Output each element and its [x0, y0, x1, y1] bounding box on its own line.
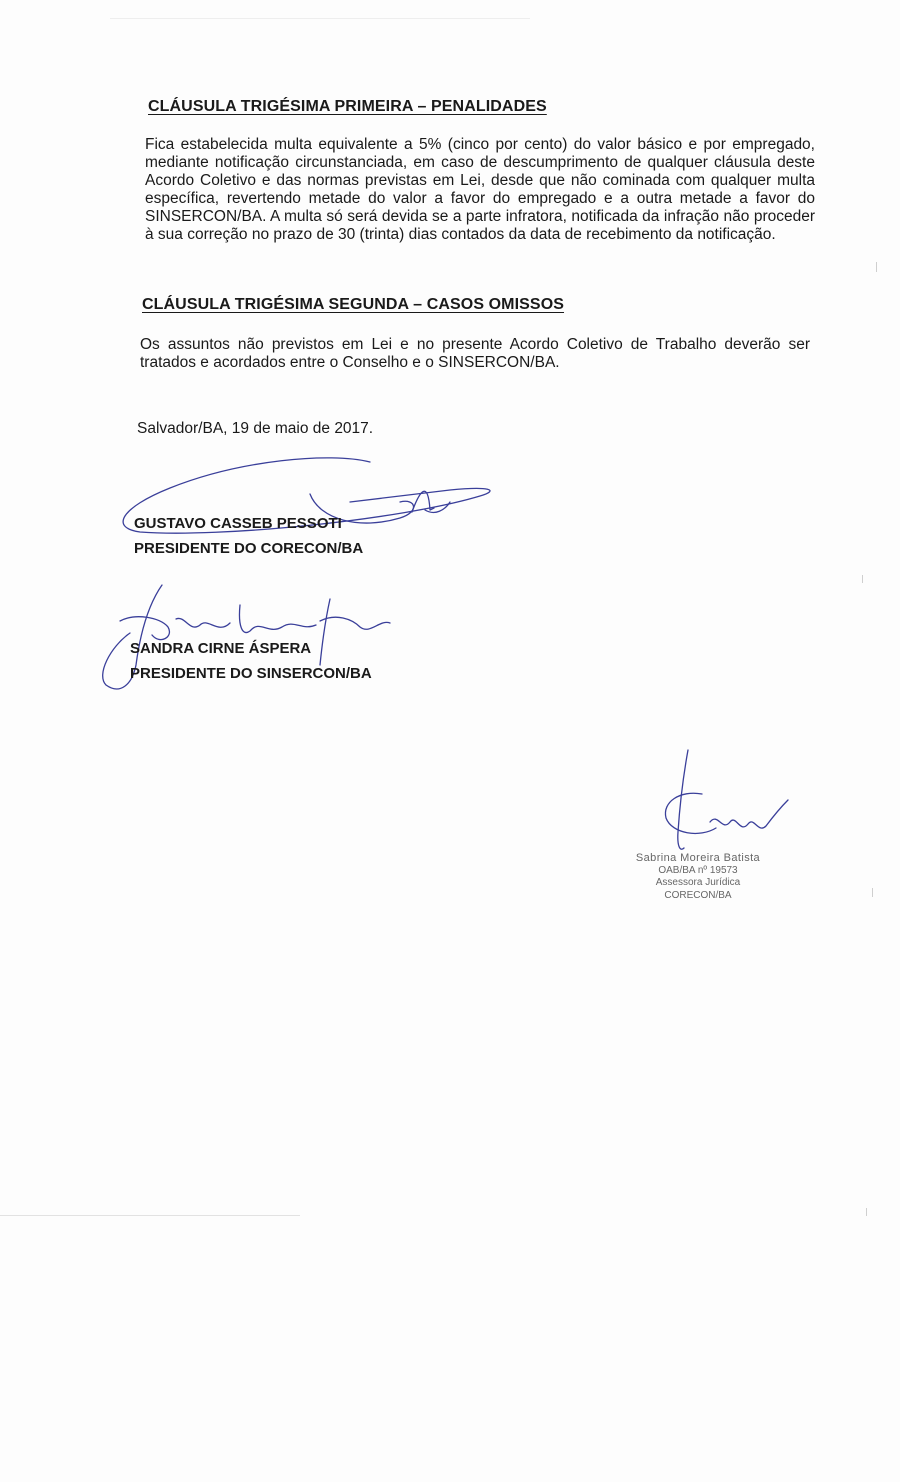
- signature-sabrina-icon: [640, 742, 790, 862]
- place-date: Salvador/BA, 19 de maio de 2017.: [137, 420, 374, 437]
- stamp-registration: OAB/BA nº 19573: [658, 864, 738, 876]
- clause-32-body: Os assuntos não previstos em Lei e no presente Acordo Coletivo de Trabalho deverão ser tratados e acordados entre o Conselho e o SINSERCON/BA.: [140, 336, 810, 371]
- stamp-title: Assessora Jurídica: [655, 877, 741, 888]
- scan-artifact-bottom: [0, 1215, 300, 1216]
- scan-artifact-right-4: [866, 1208, 867, 1216]
- scan-artifact-right-3: [872, 888, 873, 897]
- clause-31-heading: CLÁUSULA TRIGÉSIMA PRIMEIRA – PENALIDADES: [148, 98, 547, 115]
- stamp: [608, 852, 788, 902]
- stamp-organization: CORECON/BA: [664, 889, 732, 901]
- stamp-name: Sabrina Moreira Batista: [635, 852, 761, 864]
- signatory-1-name: GUSTAVO CASSEB PESSOTI: [134, 515, 342, 532]
- signatory-2-role: PRESIDENTE DO SINSERCON/BA: [130, 665, 372, 682]
- scan-artifact-top: [110, 18, 530, 19]
- clause-31-body: Fica estabelecida multa equivalente a 5% (cinco por cento) do valor básico e por empregado, mediante notificação circunstanciada, em caso de descumprimento de qualquer cláusula deste Acordo Coletivo e das normas previstas em Lei, desde que não cominada com qualquer multa específica, revertendo metade do valor a favor do empregado e a outra metade a favor do SINSERCON/BA. A multa só será devida se a parte infratora, notificada da infração não proceder à sua correção no prazo de 30 (trinta) dias contados da data de recebimento da notificação.: [145, 136, 815, 243]
- clause-32-heading: CLÁUSULA TRIGÉSIMA SEGUNDA – CASOS OMISSOS: [142, 296, 565, 313]
- signatory-2-name: SANDRA CIRNE ÁSPERA: [130, 640, 312, 657]
- scan-artifact-right-2: [862, 575, 863, 583]
- scan-artifact-right-1: [876, 262, 877, 272]
- signatory-1-role: PRESIDENTE DO CORECON/BA: [134, 540, 364, 557]
